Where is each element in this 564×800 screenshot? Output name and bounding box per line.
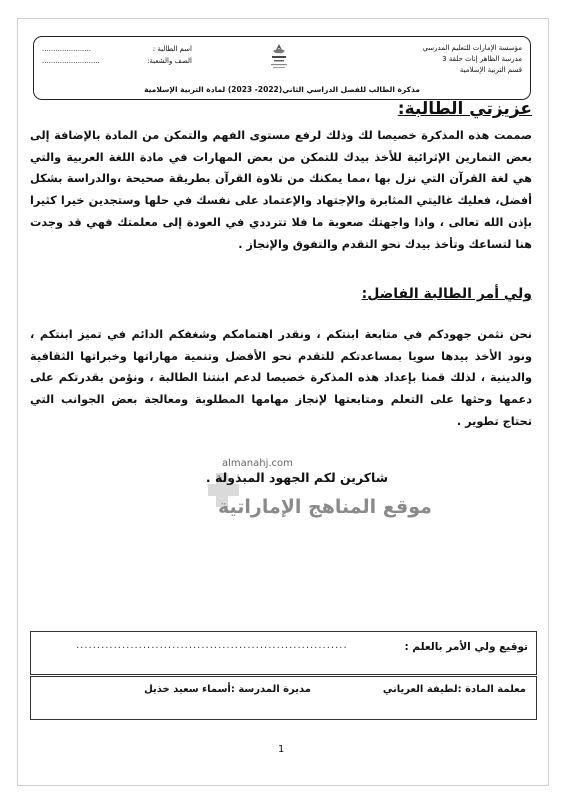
student-name-row [42,43,192,55]
org-name: مؤسسة الإمارات للتعليم المدرسي [422,44,522,52]
parent-greeting-heading: ولي أمر الطالبة الفاضل: [361,286,532,302]
student-name-label: اسم الطالبة : [152,45,192,53]
student-name-field[interactable]: ...................... [42,45,91,53]
ministry-logo-icon [266,42,292,74]
class-field[interactable]: .......................... [42,57,100,65]
document-header [33,36,531,100]
staff-signature-box [30,676,537,720]
student-message-paragraph: صممت هذه المذكرة خصيصا لك وذلك لرفع مستوى الفهم والتمكن من المادة بالإضافة إلى بعض التمارين الإثرائية للأخذ بيدك للتمكن من بعض المهارات في مادة اللغة العربية والتي هي لغة القرآن التي نزل بها ،مما يمكنك من تلاوة القرآن بطريقة صحيحة ،والدراسة بشكل أفضل، فعليك غاليتي المثابرة والإجتهاد والإعتماد على نفسك في حلها وستجدين خيرا كثيرا بإذن الله تعالى ، واذا واجهتك صعوبة ما فلا تترددي في العودة إلى معلمتك فهي قد وجدت هنا لتساعك وتأخذ بيدك نحو التقدم والتفوق والإنجاز . [30,129,532,251]
school-name: مدرسة الظاهر إناث حلقة 3 [442,55,522,63]
principal-name: مديرة المدرسة :أسماء سعيد خذيل [144,684,311,695]
watermark-site-name: موقع المناهج الإماراتية [218,496,432,518]
student-greeting-heading: عزيزتي الطالبة: [397,99,532,119]
parent-signature-label: توقيع ولي الأمر بالعلم : [404,641,528,653]
class-row [42,55,192,67]
class-label: الصف والشعبة: [147,57,192,65]
watermark-url: almanahj.com [222,458,293,469]
thanks-line: شاكرين لكم الجهود المبذولة . [205,470,388,485]
department-name: قسم التربية الإسلامية [459,66,522,74]
school-info [422,43,522,76]
page-number: 1 [278,744,285,755]
parent-message-paragraph: نحن نثمن جهودكم في متابعة ابنتكم ، ونقدر اهتمامكم وشغفكم الدائم في تميز ابنتكم ، ونود الأخذ بيدها سويا بمساعدتكم للتقدم نحو الأفضل وتنمية مهاراتها وخبراتها الثقافية والدينية ، لذلك قمنا بإعداد هذه المذكرة خصيصا لدعم ابنتنا الطالبة ، ونؤمن بقدرتكم على دعمها وحثها على التعلم ومتابعتها لإنجاز مهامها المطلوبة ومعالجة بعض الجوانب التي تحتاج تطوير . [30,328,532,428]
student-info [42,43,192,67]
parent-signature-field[interactable]: ................................................................. [76,640,348,651]
parent-signature-box [30,631,537,675]
document-title: مذكرة الطالب للفصل الدراسي الثاني(2022- 2023) لمادة التربية الإسلامية [144,85,420,94]
teacher-name: معلمة المادة :لطيفة العرياني [382,684,526,695]
